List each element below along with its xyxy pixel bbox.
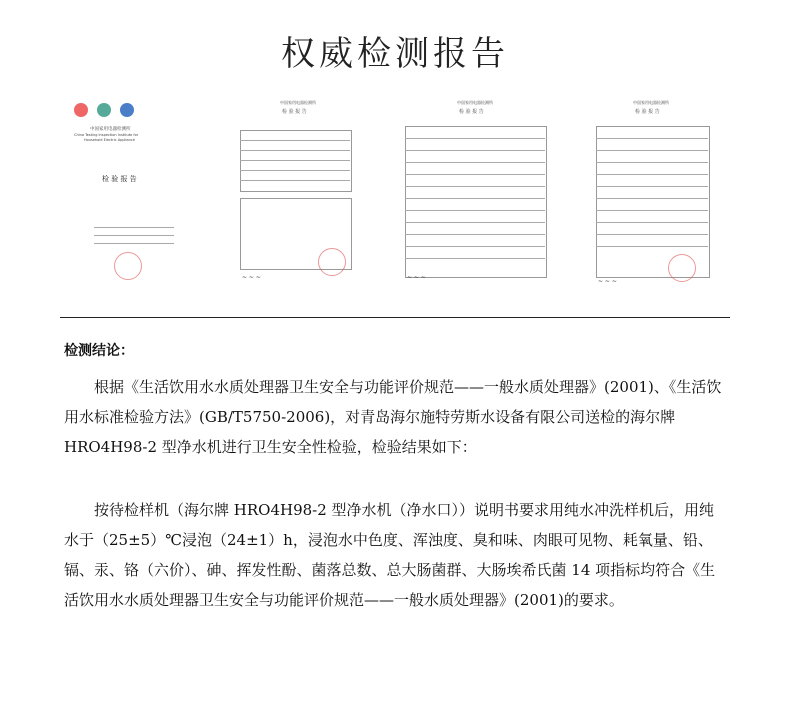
doc3-row-8 bbox=[596, 222, 708, 223]
doc1b-row-2 bbox=[240, 150, 350, 151]
doc3-row-9 bbox=[596, 234, 708, 235]
report-results-thumbnail-1 bbox=[395, 98, 555, 298]
ilac-logo-icon bbox=[97, 103, 111, 117]
page-title: 权威检测报告 bbox=[281, 34, 509, 74]
doc1b-row-4 bbox=[240, 170, 350, 171]
report-cover-thumbnail bbox=[64, 92, 186, 292]
doc1b-report-heading: 检 验 报 告 bbox=[282, 109, 307, 115]
doc1b-row-3 bbox=[240, 160, 350, 161]
doc2-row-5 bbox=[405, 186, 545, 187]
doc1-report-heading: 检 验 报 告 bbox=[102, 175, 137, 183]
doc1-org-cn: 中国家用电器检测所 bbox=[90, 127, 131, 132]
doc2-row-7 bbox=[405, 210, 545, 211]
doc1-rule-3 bbox=[94, 243, 174, 244]
report-summary-thumbnail bbox=[232, 98, 362, 293]
doc2-row-2 bbox=[405, 150, 545, 151]
doc3-row-4 bbox=[596, 174, 708, 175]
doc3-row-10 bbox=[596, 246, 708, 247]
doc2-results-table bbox=[405, 126, 547, 278]
doc3-results-table bbox=[596, 126, 710, 278]
conclusion-label: 检测结论： bbox=[64, 343, 134, 359]
conclusion-paragraph-2: 按待检样机（海尔牌 HRO4H98-2 型净水机（净水口））说明书要求用纯水冲洗样机后，用纯水于（25±5）℃浸泡（24±1）h，浸泡水中色度、浑浊度、臭和味、肉眼可见物、耗氧量、铅、镉、汞、铬（六价）、砷、挥发性酚、菌落总数、总大肠菌群、大肠埃希氏菌 14 项指标均符合《生活饮用水水质处理器卫生安全与功能评价规范——一般水质处理器》(2001)的要求。 bbox=[64, 501, 716, 609]
doc3-org-cn: 中国家用电器检测所 bbox=[633, 100, 669, 105]
doc2-row-10 bbox=[405, 246, 545, 247]
doc3-row-6 bbox=[596, 198, 708, 199]
doc2-row-8 bbox=[405, 222, 545, 223]
report-results-thumbnail-2 bbox=[588, 98, 718, 298]
doc1-org-en-2: Household Electric Appliance bbox=[84, 138, 135, 142]
doc2-signature: ~ ~ ~ bbox=[407, 274, 426, 281]
doc1b-row-5 bbox=[240, 180, 350, 181]
doc2-org-cn: 中国家用电器检测所 bbox=[457, 100, 493, 105]
doc3-signature: ~ ~ ~ bbox=[598, 278, 617, 285]
doc2-row-4 bbox=[405, 174, 545, 175]
doc3-row-3 bbox=[596, 162, 708, 163]
doc2-row-3 bbox=[405, 162, 545, 163]
doc3-seal bbox=[668, 254, 696, 282]
doc2-row-9 bbox=[405, 234, 545, 235]
doc3-row-1 bbox=[596, 138, 708, 139]
doc1-seal bbox=[114, 252, 142, 280]
conclusion-paragraph-1: 根据《生活饮用水水质处理器卫生安全与功能评价规范——一般水质处理器》(2001)、《生活饮用水标准检验方法》(GB/T5750-2006)，对青岛海尔施特劳斯水设备有限公司送检的海尔牌 HRO4H98-2 型净水机进行卫生安全性检验，检验结果如下： bbox=[64, 378, 722, 456]
doc3-row-7 bbox=[596, 210, 708, 211]
doc2-row-1 bbox=[405, 138, 545, 139]
doc2-report-heading: 检 验 报 告 bbox=[459, 109, 484, 115]
doc1-rule-2 bbox=[94, 235, 174, 236]
doc2-row-11 bbox=[405, 258, 545, 259]
certification-logos bbox=[74, 102, 174, 122]
doc1-rule-1 bbox=[94, 227, 174, 228]
section-divider bbox=[60, 317, 730, 318]
doc1b-row-1 bbox=[240, 140, 350, 141]
doc3-report-heading: 检 验 报 告 bbox=[635, 109, 660, 115]
doc2-row-6 bbox=[405, 198, 545, 199]
doc3-row-5 bbox=[596, 186, 708, 187]
doc1b-seal bbox=[318, 248, 346, 276]
cnas-logo-icon bbox=[120, 103, 134, 117]
cma-logo-icon bbox=[74, 103, 88, 117]
doc1b-signature: ~ ~ ~ bbox=[242, 274, 261, 281]
doc1b-org-cn: 中国家用电器检测所 bbox=[280, 100, 316, 105]
doc3-row-2 bbox=[596, 150, 708, 151]
doc1-org-en-1: China Testing Inspection Institute for bbox=[74, 133, 139, 137]
